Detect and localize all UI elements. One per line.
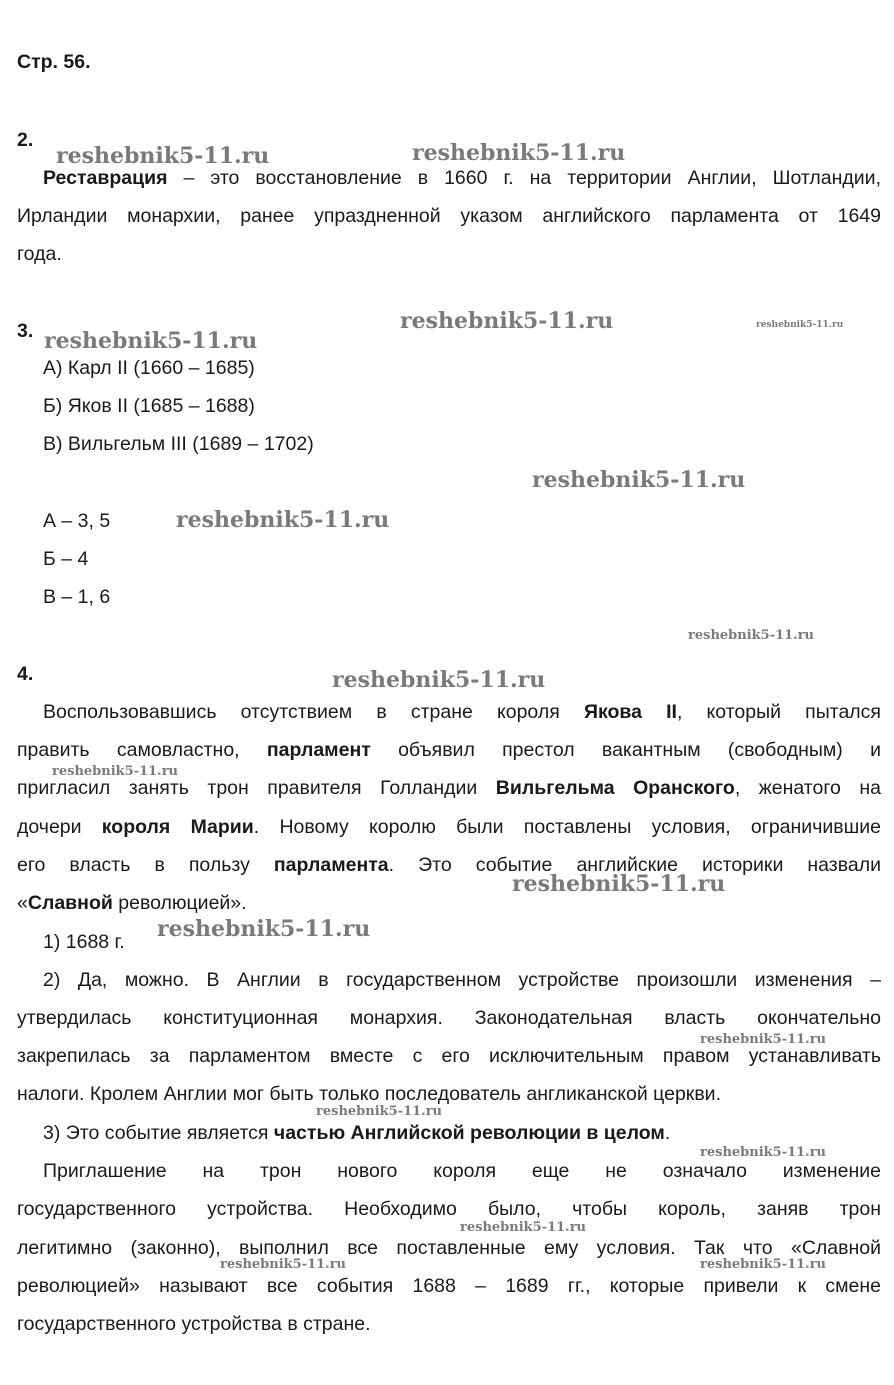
q4-answer-2-line-4: налоги. Кролем Англии мог быть только последователь англиканской церкви. [17,1083,721,1105]
q3-answer-c: В – 1, 6 [43,586,111,608]
q4-answer-2-line-3: закрепилась за парламентом вместе с его исключительным правом устанавливать [17,1045,881,1067]
text: править самовластно, [17,739,267,761]
watermark: reshebnik5-11.ru [688,628,815,643]
watermark: reshebnik5-11.ru [316,1104,443,1119]
question-2-number: 2. [17,129,34,151]
q4-p1-line-2 [17,738,881,762]
bold-term: Якова II [583,701,677,723]
watermark: reshebnik5-11.ru [176,507,390,533]
bold-term: парламента [273,854,389,876]
text: Воспользовавшись отсутствием в стране короля [43,701,584,723]
watermark: reshebnik5-11.ru [700,1145,827,1160]
q2-line-2: Ирландии монархии, ранее упраздненной указом английского парламента от 1649 [17,205,881,227]
watermark: reshebnik5-11.ru [412,140,626,166]
watermark: reshebnik5-11.ru [532,467,746,493]
q4-p3-line-5: государственного устройства в стране. [17,1313,371,1335]
watermark: reshebnik5-11.ru [460,1220,587,1235]
watermark: reshebnik5-11.ru [700,1257,827,1272]
watermark: reshebnik5-11.ru [756,320,844,330]
watermark: reshebnik5-11.ru [52,764,179,779]
text: пригласил занять трон правителя Голландии [17,777,496,799]
q2-line-3: года. [17,243,62,265]
q3-item-b: Б) Яков II (1685 – 1688) [43,395,255,417]
bold-term: короля Марии [101,816,254,838]
question-4-number: 4. [17,663,34,685]
bold-term: Вильгельма Оранского [495,777,735,799]
q4-p1-line-5 [17,853,881,877]
bold-term: Славной [27,892,113,914]
q4-answer-1: 1) 1688 г. [43,931,125,953]
q4-p3-line-4: революцией» называют все события 1688 – 1689 гг., которые привели к смене [17,1275,881,1297]
bold-term: частью Английской революции в целом [273,1122,665,1144]
watermark: reshebnik5-11.ru [512,871,726,897]
q3-item-a: А) Карл II (1660 – 1685) [43,357,255,379]
watermark: reshebnik5-11.ru [56,143,270,169]
question-3-number: 3. [17,320,34,342]
text: , женатого на [734,777,881,799]
text: дочери [17,816,102,838]
watermark: reshebnik5-11.ru [157,916,371,942]
watermark: reshebnik5-11.ru [332,667,546,693]
bold-term: парламент [266,739,371,761]
q4-p1-line-1 [17,700,881,724]
text: революцией». [112,892,247,914]
q2-line-1 [17,166,881,190]
text: , который пытался [676,701,881,723]
text: 3) Это событие является [43,1122,274,1144]
q4-p3-line-3: легитимно (законно), выполнил все поставленные ему условия. Так что «Славной [17,1237,881,1259]
q3-item-c: В) Вильгельм III (1689 – 1702) [43,433,314,455]
text: его власть в пользу [17,854,274,876]
watermark: reshebnik5-11.ru [400,308,614,334]
q2-definition-1: – это восстановление в 1660 г. на территории Англии, Шотландии, [167,167,881,189]
text: « [17,892,28,914]
q3-answer-a: А – 3, 5 [43,510,111,532]
text: . Новому королю были поставлены условия, ограничившие [253,816,881,838]
text: . [664,1122,671,1144]
q4-answer-3 [43,1121,670,1145]
term-restoration: Реставрация [43,167,168,189]
q3-answer-b: Б – 4 [43,548,89,570]
q4-answer-2-line-2: утвердилась конституционная монархия. Законодательная власть окончательно [17,1007,881,1029]
page-number: Стр. 56. [17,51,91,73]
text: . Это событие английские историки назвали [388,854,881,876]
q4-p1-line-4 [17,815,881,839]
q4-p1-line-3 [17,776,881,800]
watermark: reshebnik5-11.ru [700,1032,827,1047]
q4-p3-line-2: государственного устройства. Необходимо было, чтобы король, заняв трон [17,1198,881,1220]
q4-p1-line-6 [17,891,247,915]
q4-answer-2-line-1: 2) Да, можно. В Англии в государственном устройстве произошли изменения – [43,969,881,991]
q4-p3-line-1: Приглашение на трон нового короля еще не означало изменение [43,1160,881,1182]
watermark: reshebnik5-11.ru [44,328,258,354]
text: объявил престол вакантным (свободным) и [370,739,881,761]
watermark: reshebnik5-11.ru [220,1257,347,1272]
